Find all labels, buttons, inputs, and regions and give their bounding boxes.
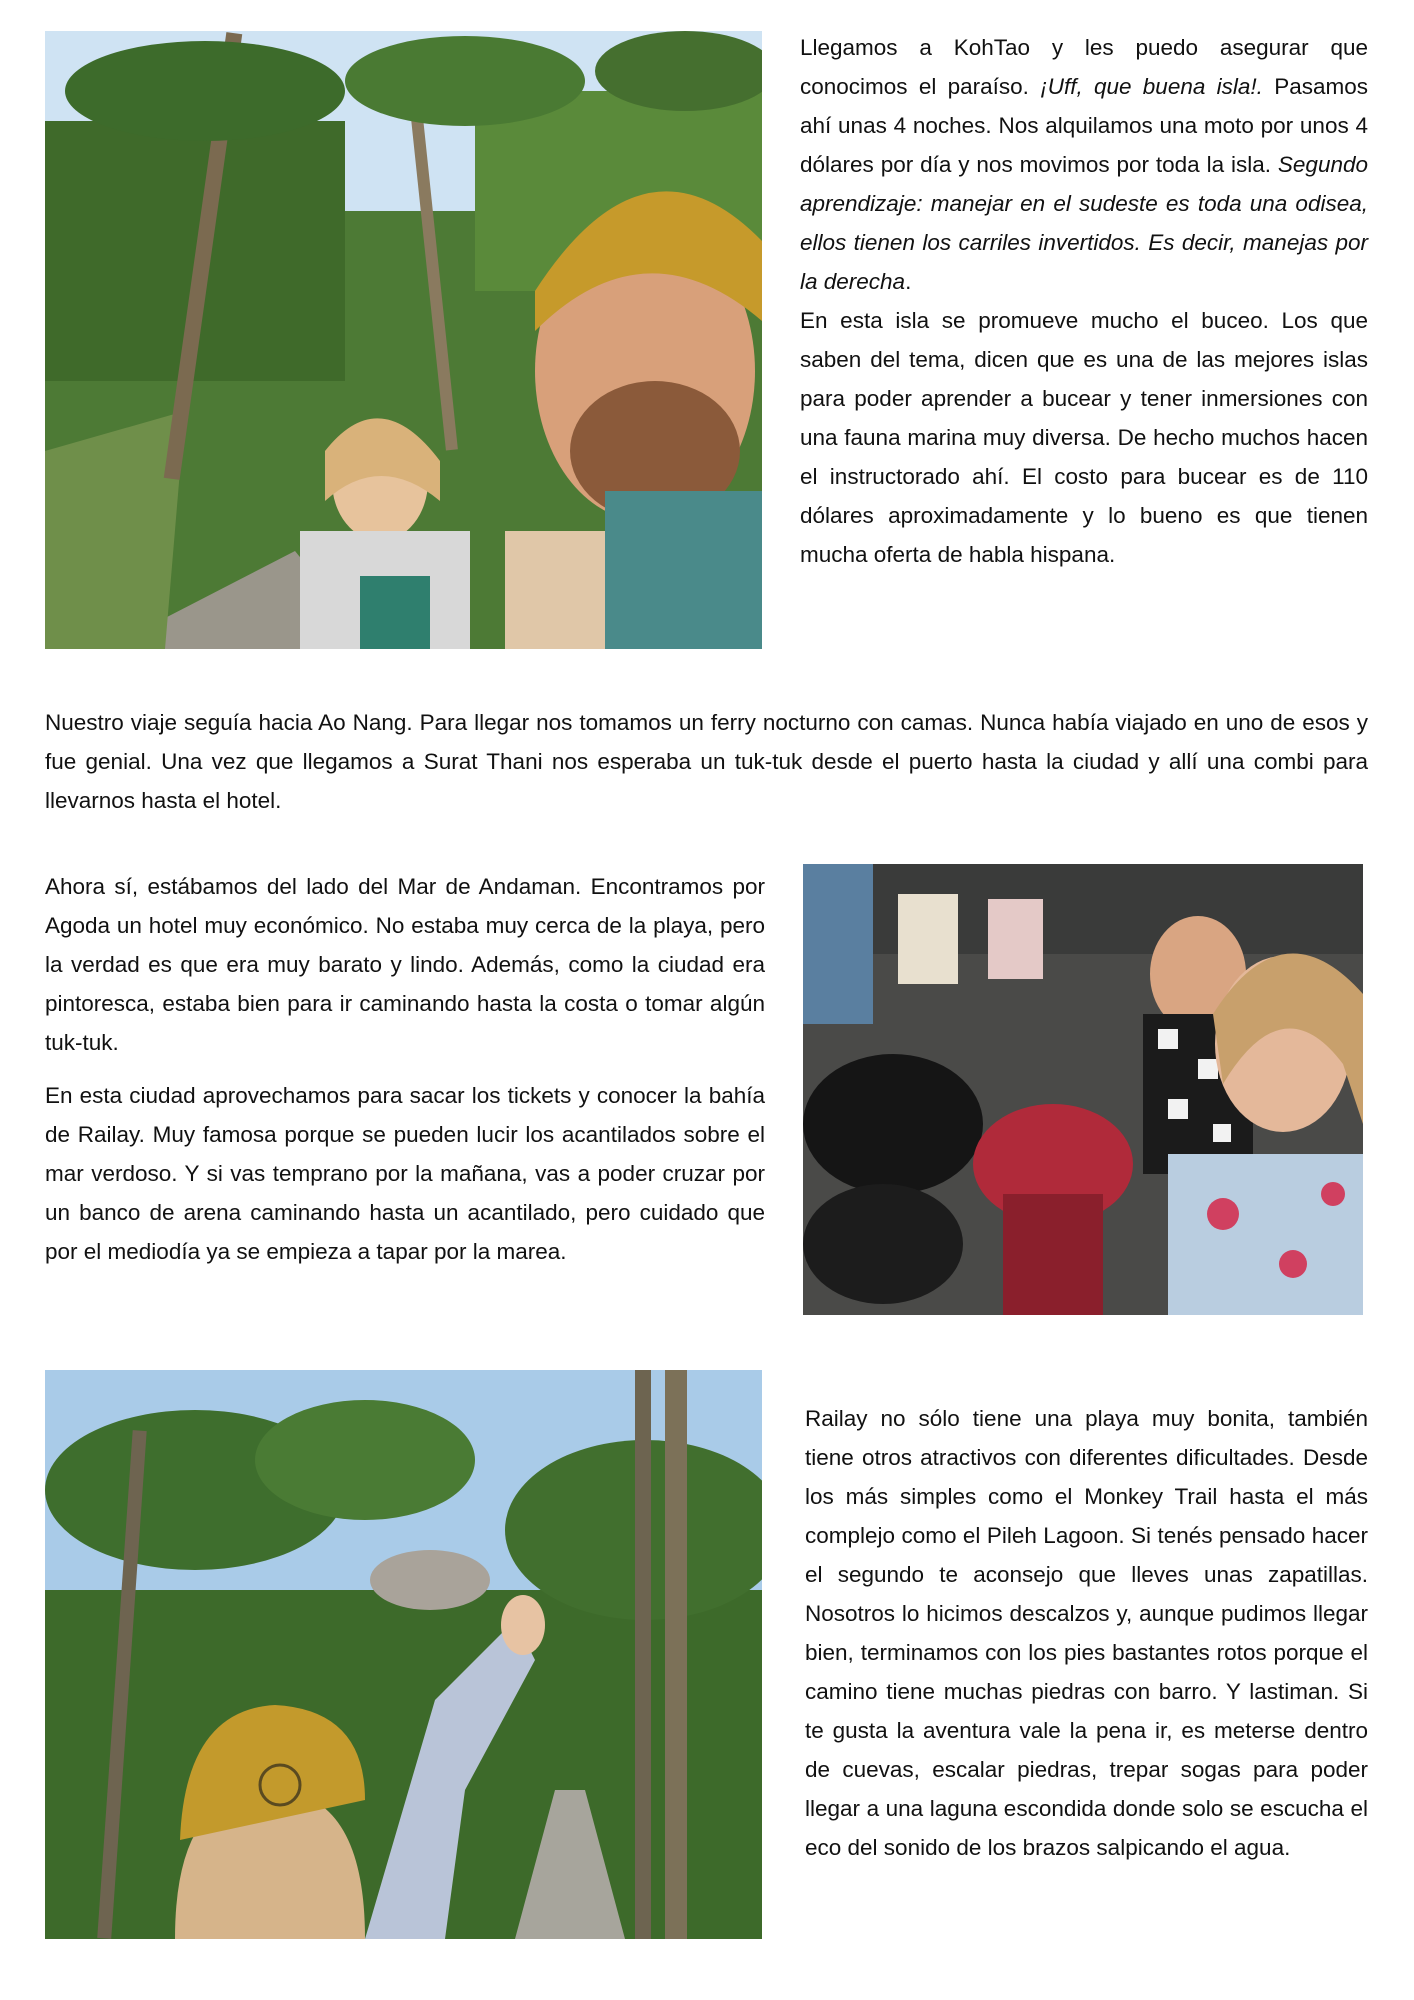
photo-woman-yellow-cap — [45, 1370, 762, 1939]
text-block-railay — [805, 1399, 1368, 1867]
paragraph-railay-bay: En esta ciudad aprovechamos para sacar los tickets y conocer la bahía de Railay. Muy famosa porque se pueden lucir los acantilados sobre el mar verdoso. Y si vas temprano por la mañana, vas a poder cruzar por un banco de arena caminando hasta un acantilado, pero cuidado que por el mediodía ya se empieza a tapar por la marea. — [45, 1083, 765, 1264]
photo-couple-palm-road — [45, 31, 762, 649]
text-block-ao-nang — [45, 703, 1368, 820]
paragraph-kohtao-diving: En esta isla se promueve mucho el buceo. Los que saben del tema, dicen que es una de las mejores islas para poder aprender a bucear y tener inmersiones con una fauna marina muy diversa. De hecho muchos hacen el instructorado ahí. El costo para bucear es de 110 dólares aproximadamente y lo bueno es que tienen mucha oferta de habla hispana. — [800, 308, 1368, 567]
text-block-andaman — [45, 867, 765, 1271]
paragraph-ao-nang-trip: Nuestro viaje seguía hacia Ao Nang. Para llegar nos tomamos un ferry nocturno con camas. Nunca había viajado en uno de esos y fue genial. Una vez que llegamos a Surat Thani nos esperaba un tuk-tuk desde el puerto hasta la ciudad y allí una combi para llevarnos hasta el hotel. — [45, 710, 1368, 813]
paragraph-railay-hikes: Railay no sólo tiene una playa muy bonita, también tiene otros atractivos con diferentes dificultades. Desde los más simples como el Monkey Trail hasta el más complejo como el Pileh Lagoon. Si tenés pensado hacer el segundo te aconsejo que lleves unas zapatillas. Nosotros lo hicimos descalzos y, aunque pudimos llegar bien, terminamos con los pies bastantes rotos porque el camino tiene muchas piedras con barro. Y lastiman. Si te gusta la aventura vale la pena ir, es meterse dentro de cuevas, escalar piedras, trepar sogas para poder llegar a una laguna escondida donde solo se escucha el eco del sonido de los brazos salpicando el agua. — [805, 1406, 1368, 1860]
paragraph-andaman-hotel: Ahora sí, estábamos del lado del Mar de Andaman. Encontramos por Agoda un hotel muy económico. No estaba muy cerca de la playa, pero la verdad es que era muy barato y lindo. Además, como la ciudad era pintoresca, estaba bien para ir caminando hasta la costa o tomar algún tuk-tuk. — [45, 874, 765, 1055]
text-block-kohtao — [800, 28, 1368, 574]
photo-couple-scooters — [803, 864, 1363, 1315]
paragraph-kohtao-intro: Llegamos a KohTao y les puedo asegurar que conocimos el paraíso. ¡Uff, que buena isla!. Pasamos ahí unas 4 noches. Nos alquilamos una moto por unos 4 dólares por día y nos movimos por toda la isla. Segundo aprendizaje: manejar en el sudeste es toda una odisea, ellos tienen los carriles invertidos. Es decir, manejas por la derecha. — [800, 35, 1368, 294]
